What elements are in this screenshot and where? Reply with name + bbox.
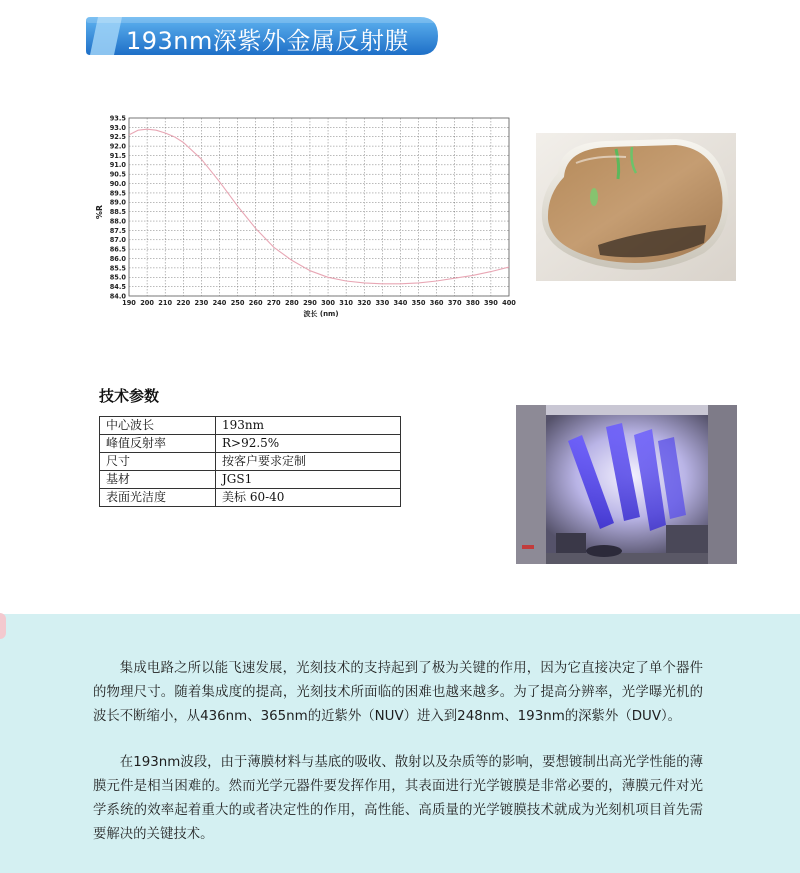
x-tick-label: 320 — [357, 299, 372, 307]
x-tick-label: 250 — [230, 299, 245, 307]
lithography-machine-photo — [516, 405, 737, 564]
table-row — [100, 435, 401, 453]
y-tick-label: 87.0 — [109, 236, 126, 245]
y-tick-label: 84.5 — [109, 283, 126, 292]
y-tick-label: 86.0 — [109, 254, 126, 263]
description-paragraph-1: 集成电路之所以能飞速发展，光刻技术的支持起到了极为关键的作用，因为它直接决定了单个器件的物理尺寸。随着集成度的提高，光刻技术所面临的困难也越来越多。为了提高分辨率，光学曝光机的波长不断缩小，从436nm、365nm的近紫外（NUV）进入到248nm、193nm的深紫外（DUV）。 — [93, 661, 703, 724]
y-tick-label: 91.5 — [109, 151, 126, 160]
x-tick-labels — [122, 299, 516, 307]
y-tick-label: 86.5 — [109, 245, 126, 254]
y-tick-labels — [110, 114, 127, 300]
table-row — [100, 471, 401, 489]
params-table — [99, 416, 401, 507]
param-value: 193nm — [216, 417, 401, 435]
table-row — [100, 453, 401, 471]
x-tick-label: 220 — [176, 299, 191, 307]
mirror-photo — [536, 133, 736, 281]
x-tick-label: 190 — [122, 299, 136, 307]
y-tick-label: 90.5 — [109, 170, 126, 179]
x-tick-label: 390 — [484, 299, 498, 307]
y-axis-label: %R — [95, 204, 104, 220]
y-tick-label: 89.0 — [109, 198, 126, 207]
x-tick-label: 310 — [339, 299, 354, 307]
x-tick-label: 340 — [393, 299, 408, 307]
y-tick-label: 93.5 — [109, 114, 126, 123]
reflectance-chart — [92, 108, 524, 323]
x-tick-label: 360 — [429, 299, 444, 307]
x-tick-label: 380 — [465, 299, 480, 307]
x-tick-label: 300 — [321, 299, 335, 307]
x-tick-label: 330 — [375, 299, 390, 307]
x-axis-label: 波长 (nm) — [303, 310, 339, 318]
param-key: 中心波长 — [100, 417, 216, 435]
decorative-tab — [0, 613, 6, 639]
x-tick-label: 260 — [248, 299, 263, 307]
y-tick-label: 93.0 — [109, 123, 126, 132]
y-tick-label: 85.5 — [109, 264, 126, 273]
x-tick-label: 290 — [303, 299, 317, 307]
param-value: 按客户要求定制 — [216, 453, 401, 471]
x-tick-label: 370 — [447, 299, 462, 307]
table-row — [100, 489, 401, 507]
x-tick-label: 400 — [502, 299, 516, 307]
y-tick-label: 88.5 — [109, 208, 126, 217]
x-tick-label: 200 — [140, 299, 154, 307]
y-tick-label: 91.0 — [109, 161, 126, 170]
x-tick-label: 270 — [266, 299, 281, 307]
param-key: 尺寸 — [100, 453, 216, 471]
table-row — [100, 417, 401, 435]
x-tick-label: 230 — [194, 299, 209, 307]
param-key: 表面光洁度 — [100, 489, 216, 507]
param-key: 基材 — [100, 471, 216, 489]
y-tick-label: 87.5 — [109, 226, 126, 235]
y-tick-label: 88.0 — [109, 217, 126, 226]
y-tick-label: 85.0 — [109, 273, 126, 282]
title-banner — [84, 15, 440, 57]
y-tick-label: 89.5 — [109, 189, 126, 198]
page-title: 193nm深紫外金属反射膜 — [126, 27, 409, 55]
param-value: R>92.5% — [216, 435, 401, 453]
x-tick-label: 280 — [284, 299, 299, 307]
param-key: 峰值反射率 — [100, 435, 216, 453]
y-tick-label: 92.5 — [109, 133, 126, 142]
params-heading: 技术参数 — [99, 387, 160, 405]
x-tick-label: 210 — [158, 299, 173, 307]
y-tick-label: 92.0 — [109, 142, 126, 151]
param-value: 美标 60-40 — [216, 489, 401, 507]
x-tick-label: 350 — [411, 299, 426, 307]
description-paragraph-2: 在193nm波段，由于薄膜材料与基底的吸收、散射以及杂质等的影响，要想镀制出高光学性能的薄膜元件是相当困难的。然而光学元器件要发挥作用，其表面进行光学镀膜是非常必要的，薄膜元件对光学系统的效率起着重大的或者决定性的作用，高性能、高质量的光学镀膜技术就成为光刻机项目首先需要解决的关键技术。 — [93, 755, 703, 842]
x-tick-label: 240 — [212, 299, 227, 307]
param-value: JGS1 — [216, 471, 401, 489]
y-tick-label: 84.0 — [109, 292, 126, 301]
y-tick-label: 90.0 — [109, 179, 126, 188]
